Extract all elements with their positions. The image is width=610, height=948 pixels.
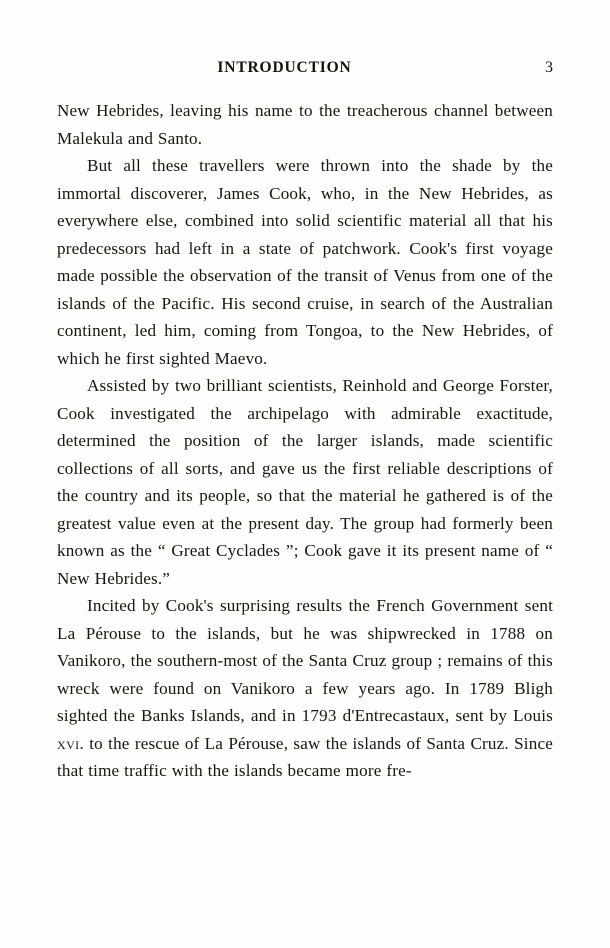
paragraph-4-part-1: Incited by Cook's surprising results the French Government sent La Pérouse to the islands, but he was shipwrecked in 1788 on Vanikoro, the southern-most of the Santa Cruz group ; remains of this wreck were found on Vanikoro a few years ago. In 1789 Bligh sighted the Banks Islands, and in 1793 d'Entrecastaux, sent by Louis: [57, 596, 553, 725]
paragraph-1: New Hebrides, leaving his name to the treacherous channel between Malekula and Santo.: [57, 101, 553, 148]
roman-numeral-smallcaps: xvi: [57, 733, 80, 753]
paragraph-2: But all these travellers were thrown into the shade by the immortal discoverer, James Cook, who, in the New Hebrides, as everywhere else, combined into solid scientific material all that his predecessors had left in a state of patchwork. Cook's first voyage made possible the observation of the transit of Venus from one of the islands of the Pacific. His second cruise, in search of the Australian continent, led him, coming from Tongoa, to the New Hebrides, of which he first sighted Maevo.: [57, 156, 553, 368]
paragraph-4: [57, 592, 553, 785]
paragraph-3: Assisted by two brilliant scientists, Reinhold and George Forster, Cook investigated the archipelago with admirable exactitude, determined the position of the larger islands, made scientific collections of all sorts, and gave us the first reliable descriptions of the country and its people, so that the material he gathered is of the greatest value even at the present day. The group had formerly been known as the “ Great Cyclades ”; Cook gave it its present name of “ New Hebrides.”: [57, 376, 553, 588]
running-head-title: INTRODUCTION: [217, 59, 352, 76]
page-number: 3: [545, 59, 553, 76]
running-head: [57, 58, 553, 84]
paragraph-4-part-2: . to the rescue of La Pérouse, saw the islands of Santa Cruz. Since that time traffic with the islands became more fre-: [57, 733, 553, 780]
body-text-block: [57, 97, 553, 785]
